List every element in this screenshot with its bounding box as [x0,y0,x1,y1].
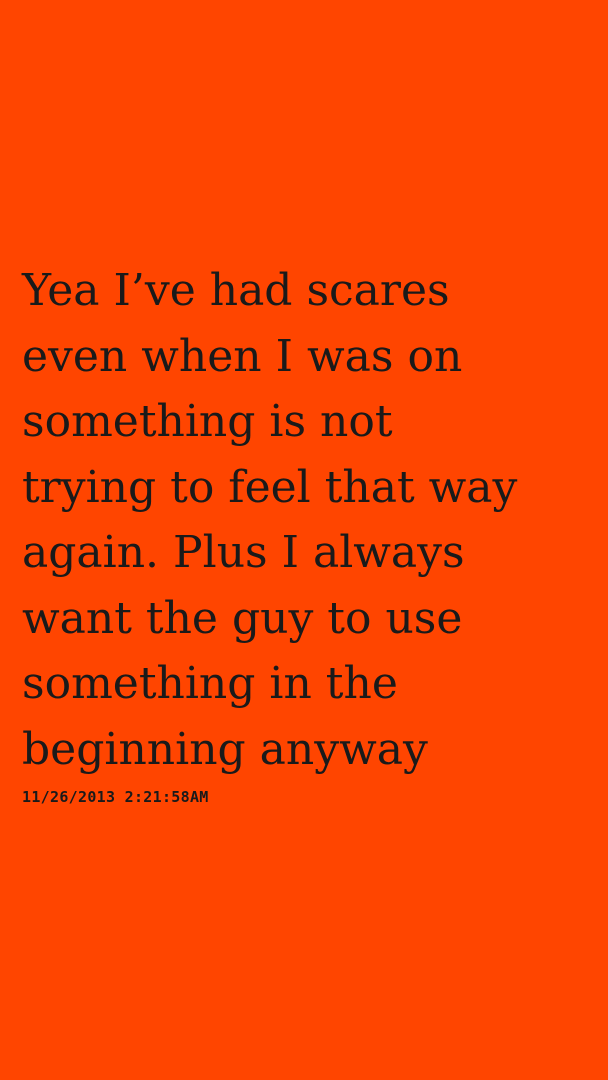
message-line: want the guy to use [22,592,463,644]
message-block [22,258,592,806]
message-line: something in the [22,658,398,709]
message-line: trying to feel that way [22,461,518,513]
message-line: even when I was on [22,330,463,382]
message-line: something is not [22,396,393,447]
message-timestamp: 11/26/2013 2:21:58AM [22,788,209,806]
message-line: Yea I’ve had scares [22,265,450,316]
message-line: again. Plus I always [22,527,465,578]
message-line: beginning anyway [22,723,428,775]
message-text [22,258,592,782]
